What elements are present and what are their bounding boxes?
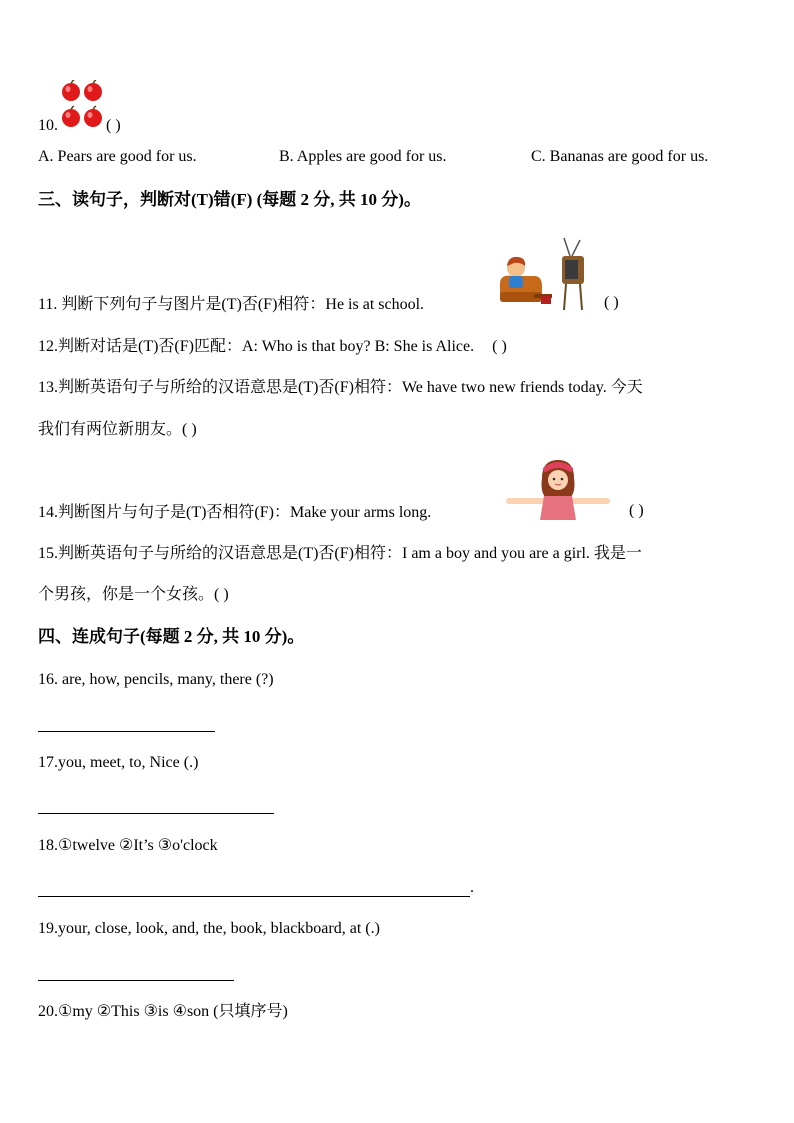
q10-option-a[interactable]: A. Pears are good for us. [38,148,197,165]
q13-line2[interactable]: 我们有两位新朋友。( ) [38,421,197,438]
q10-number: 10. [38,117,58,134]
tv-boy-icon [494,236,592,312]
q16-answer-line[interactable] [38,731,215,732]
boy-watching-tv-image [494,236,592,312]
q14-answer-paren[interactable]: ( ) [629,502,644,519]
q12-text: 12.判断对话是(T)否(F)匹配：A: Who is that boy? B: She is Alice. [38,338,475,355]
q10-option-c[interactable]: C. Bananas are good for us. [531,148,709,165]
q17-answer-line[interactable] [38,813,274,814]
q10-answer-paren[interactable]: ( ) [106,117,121,134]
girl-icon [506,458,610,520]
q18-answer-line[interactable] [38,896,470,897]
q14-text: 14.判断图片与句子是(T)否相符(F)：Make your arms long. [38,504,432,521]
q10-option-b[interactable]: B. Apples are good for us. [279,148,447,165]
q12-line [38,336,507,358]
q15-line1: 15.判断英语句子与所给的汉语意思是(T)否(F)相符：I am a boy and you are a girl. 我是一 [38,545,642,562]
q18-period: . [470,879,474,896]
q10-line [38,115,121,137]
section3-title: 三、读句子，判断对(T)错(F) (每题 2 分, 共 10 分)。 [38,190,421,209]
q13-line1: 13.判断英语句子与所给的汉语意思是(T)否(F)相符：We have two new friends today. 今天 [38,379,643,396]
q17-text: 17.you, meet, to, Nice (.) [38,754,199,771]
q11-text: 11. 判断下列句子与图片是(T)否(F)相符：He is at school. [38,296,425,313]
q19-text: 19.your, close, look, and, the, book, blackboard, at (.) [38,920,380,937]
q15-line2[interactable]: 个男孩，你是一个女孩。( ) [38,586,229,603]
q20-text: 20.①my ②This ③is ④son (只填序号) [38,1003,288,1020]
q11-answer-paren[interactable]: ( ) [604,294,619,311]
q12-answer-paren[interactable]: ( ) [492,338,507,355]
q18-text: 18.①twelve ②It’s ③o'clock [38,837,218,854]
q19-answer-line[interactable] [38,980,234,981]
section4-title: 四、连成句子(每题 2 分, 共 10 分)。 [38,627,305,646]
girl-arms-out-image [506,458,610,520]
q16-text: 16. are, how, pencils, many, there (?) [38,671,274,688]
